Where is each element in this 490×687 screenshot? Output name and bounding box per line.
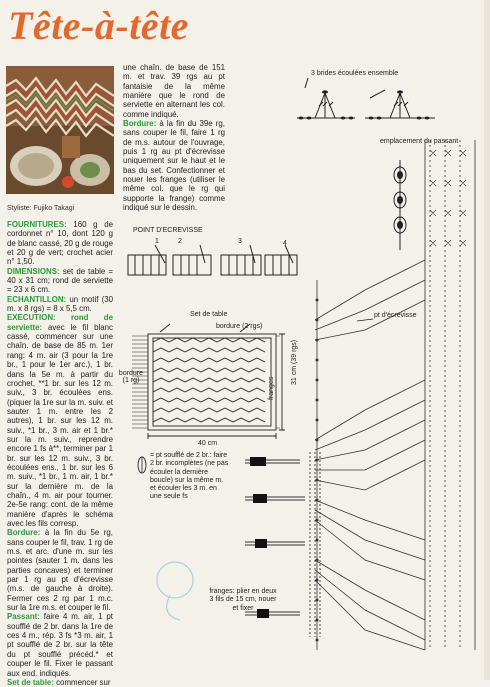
crochet-chart-napkin-ring [305,140,485,650]
crab-step-2: 2 [178,238,182,245]
body-text: avec le fil blanc cassé, commencer sur une chaîn. de base de 85 m. 1er rang: 4 m. air (3 pour la 1re br., 1 pour le 1er arc.), 1 br. dans la 5e m. à partir du crochet, **1 br. sur les 12 m. suiv., 3 br. écoulées ens. (piquer la 1re sur la m. suiv. et sauter 1 m. entre les 2 autres), 1 br. sur les 12 m. suiv., *1 br., 3 m. air et 1 br.* sur la m. suiv., reprendre encore 1 fs à**, terminer par 1 br. sur les 12 m. suiv., 3 br. écoulées ens., 1 br. sur les 6 m. suiv., *1 br., 1 m. air, 1 br.* sur la dernière m. de la chaîn., 4 m. air pour tourner. 2e-5e rang: cont. de la même manière d'après le schéma avec les fils corresp. [7,322,113,528]
heading: Set de table: [7,677,54,687]
body-text: set de table = 40 x 31 cm; rond de serviette = 23 x 6 cm. [7,266,113,295]
label-set-de-table: Set de table [190,311,228,318]
paragraph [123,63,225,119]
body-text: commencer sur [53,677,111,687]
diagram-crab-stitch [125,245,300,281]
heading: Bordure: [123,119,157,129]
label-pt-ecrevisse: pt d'écrevisse [374,312,417,319]
label-crab-stitch: POINT D'ECREVISSE [133,227,203,234]
label-border-1-row: bordure (1 rg) [118,370,144,384]
legend-fringes: franges: plier en deux 3 fils de 15 cm, nouer et fixer [209,588,277,612]
crab-step-3: 3 [238,238,242,245]
page-title: Tête-à-tête [8,3,189,48]
heading: Passant: [7,612,40,622]
paragraph [7,313,113,528]
paragraph [7,678,113,687]
diagram-placemat-schematic [130,322,300,442]
label-three-trebles: 3 brides écoulées ensemble [311,70,399,77]
crab-step-4: 4 [283,240,287,247]
photo-crochet-placemat [6,66,114,194]
label-height: 31 cm (39 rgs) [291,339,298,385]
arrow-pointer [355,315,375,323]
watermark-seal [150,555,210,625]
paragraph [7,295,113,314]
puff-stitch-symbol-icon [136,455,148,475]
stylist-credit: Styliste: Fujiko Takagi [7,205,75,212]
label-width: 40 cm [198,440,218,447]
heading: FOURNITURES: [7,220,67,229]
label-border-2-rows: bordure (2 rgs) [216,323,263,330]
crab-step-1: 1 [155,238,159,245]
heading: EXECUTION: rond de serviette: [7,313,113,332]
body-text: 160 g de cordonnet n° 10, dont 120 g de blanc cassé, 20 g de rouge et 20 g de vert; crochet acier n° 1,50. [7,220,113,267]
instructions-column-1 [7,220,113,687]
body-text: une chaîn. de base de 151 m. et trav. 39 rgs au pt fantaisie de la même manière que le rond de serviette en alternant les col. comme indiqué. [123,63,225,119]
heading: Bordure: [7,528,41,538]
diagram-three-trebles-together [295,78,445,133]
paragraph [7,220,113,267]
body-text: faire 4 m. air, 1 pt soufflé de 2 br. dans la 1re de ces 4 m., rép. 3 fs *3 m. air, 1 pt soufflé de 2 br. sur la tête du pt soufflé précéd.* et couper le fil. Fixer le passant aux end. indiqués. [7,612,113,678]
paragraph [123,119,225,212]
heading: DIMENSIONS: [7,266,60,276]
heading: ECHANTILLON: [7,294,67,304]
body-text: à la fin du 5e rg, sans couper le fil, trav. 1 rg de m.s. et arc. d'une m. sur les pointes (sauter 1 m. dans les parties concaves) et terminer par 1 rg au pt d'écrevisse (m.s. de gauche à droite). Fermer ces 2 rg par 1 m.c. sur la 1re m.s. et couper le fil. [7,528,113,613]
body-text: à la fin du 39e rg, sans couper le fil, faire 1 rg de m.s. autour de l'ouvrage, puis 1 rg au pt d'écrevisse uniquement sur le haut et le bas du set. Confectionner et nouer les franges (utiliser le même col. que le rg qui supporte la frange) comme indiqué sur le dessin. [123,119,225,213]
label-strap-placement: emplacement du passant [380,138,459,145]
paragraph [7,612,113,677]
paragraph [7,528,113,612]
paragraph [7,267,113,295]
label-fringes-vertical: franges [268,376,275,400]
legend-puff-stitch: = pt soufflé de 2 br.: faire 2 br. incomplètes (ne pas écouler la dernière boucle) sur la même m. et écouler les 3 m. en une seule fs [150,452,229,501]
instructions-column-2 [123,63,225,213]
body-text: un motif (30 m. x 8 rgs) = 8 x 5,5 cm. [7,294,113,314]
